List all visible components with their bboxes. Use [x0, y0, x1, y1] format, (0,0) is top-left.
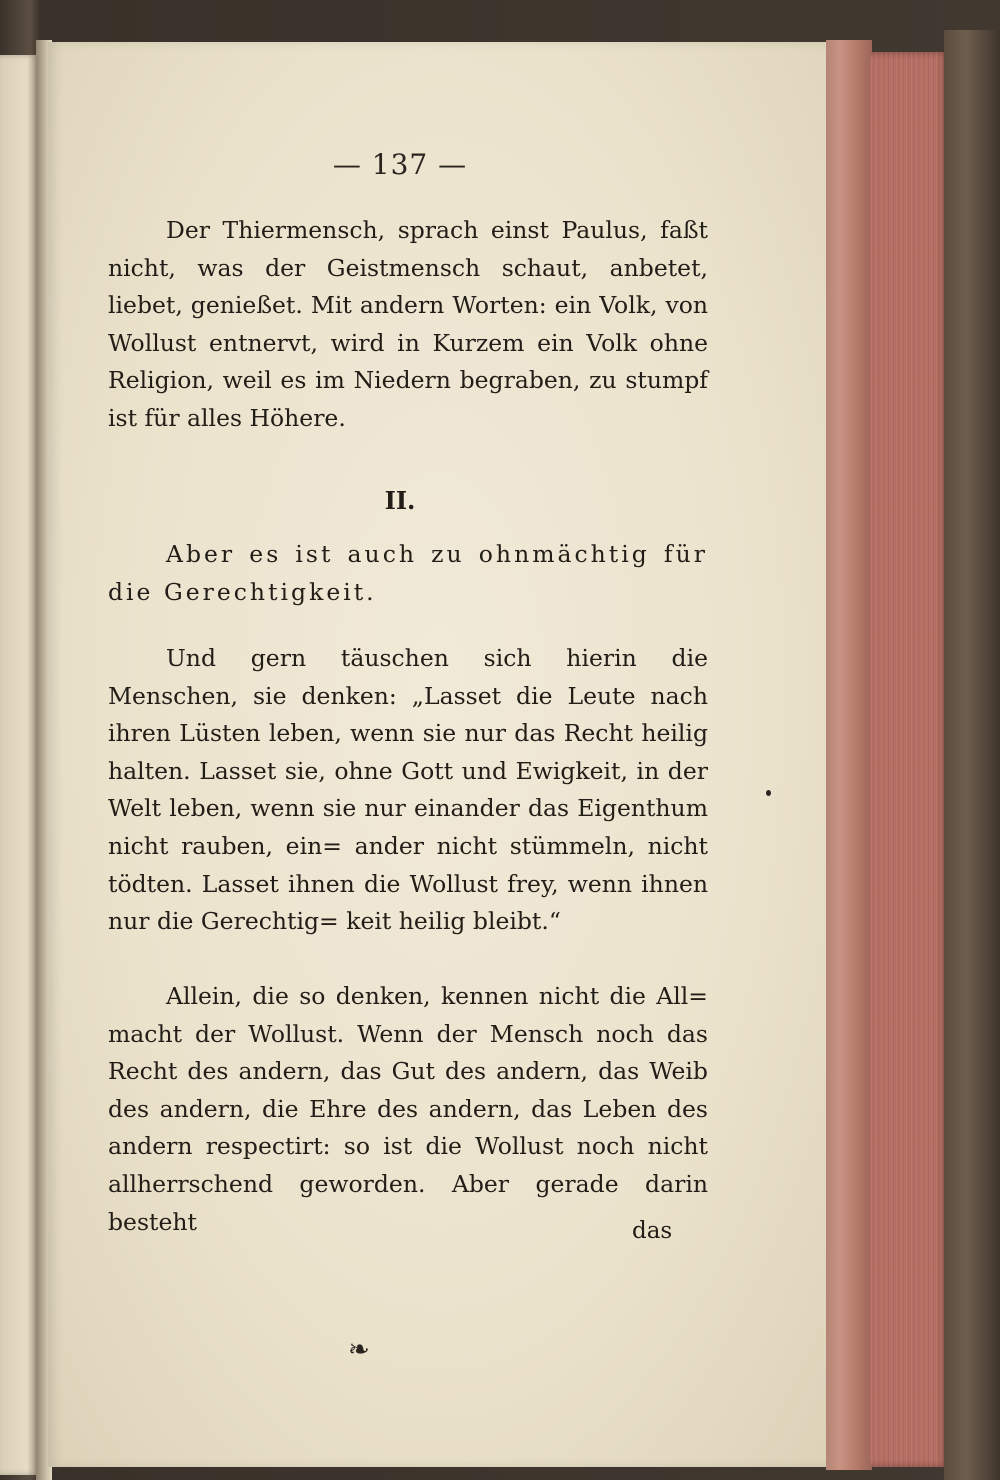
text-line: ander nicht stümmeln, nicht tödten. Lasset ihnen [108, 831, 708, 898]
paragraph-3 [108, 640, 708, 941]
text-line: allherrschend geworden. Aber gerade darin besteht [108, 1169, 708, 1236]
text-line: sie denken: „Lasset die Leute nach ihren Lüsten leben, [108, 681, 708, 748]
paragraph-2 [108, 536, 708, 611]
text-line: wenn sie nur das Recht heilig halten. Lasset sie, [108, 719, 708, 785]
paragraph-2-text [108, 536, 708, 611]
paragraph-1-text [108, 212, 708, 438]
catchword: das [632, 1218, 673, 1244]
text-line: ist für alles Höhere. [108, 403, 346, 432]
text-line: sie nur einander das Eigenthum nicht rauben, ein= [108, 794, 708, 860]
text-line: Und gern täuschen sich hierin die Menschen, [108, 644, 708, 710]
paragraph-4-text [108, 978, 708, 1241]
text-line: ohne Gott und Ewigkeit, in der Welt leben, wenn [108, 756, 708, 823]
text-line: das Recht des andern, das Gut des andern, das [108, 1019, 708, 1086]
page-block-edge [870, 52, 950, 1467]
text-line: Religion, weil es im Niedern begraben, zu stumpf [108, 366, 708, 395]
text-line: keit heilig bleibt.“ [346, 907, 561, 936]
text-line: faßt nicht, was der Geistmensch schaut, anbetet, [108, 216, 708, 282]
page-header: — 137 — [332, 148, 468, 181]
paragraph-1 [108, 212, 708, 438]
ink-spot [766, 790, 771, 796]
page-edge-band [826, 40, 872, 1470]
text-line: des andern respectirt: so ist die Wollust noch nicht [108, 1094, 708, 1161]
text-line: Gerechtigkeit. [163, 577, 377, 606]
ornament-mark: ❧ [348, 1335, 370, 1365]
text-line: liebet, genießet. Mit andern Worten: ein Volk, [108, 291, 658, 320]
text-line: Der Thiermensch, sprach einst Paulus, [166, 216, 648, 244]
section-heading: II. [384, 486, 416, 515]
text-line: die Wollust frey, wenn ihnen nur die Gerechtig= [108, 869, 708, 936]
text-line: von Wollust entnervt, wird in Kurzem ein Volk ohne [108, 291, 708, 357]
text-line: macht der Wollust. Wenn der Mensch noch [108, 1019, 654, 1048]
paragraph-3-text [108, 640, 708, 941]
book-cover-edge [944, 30, 1000, 1480]
facing-page-edge [0, 55, 38, 1475]
paragraph-4 [108, 978, 708, 1241]
text-line: Weib des andern, die Ehre des andern, das Leben [108, 1057, 708, 1123]
text-line: Aber es ist auch zu ohnmächtig für die [108, 540, 708, 606]
text-line: Allein, die so denken, kennen nicht die All= [166, 982, 708, 1010]
